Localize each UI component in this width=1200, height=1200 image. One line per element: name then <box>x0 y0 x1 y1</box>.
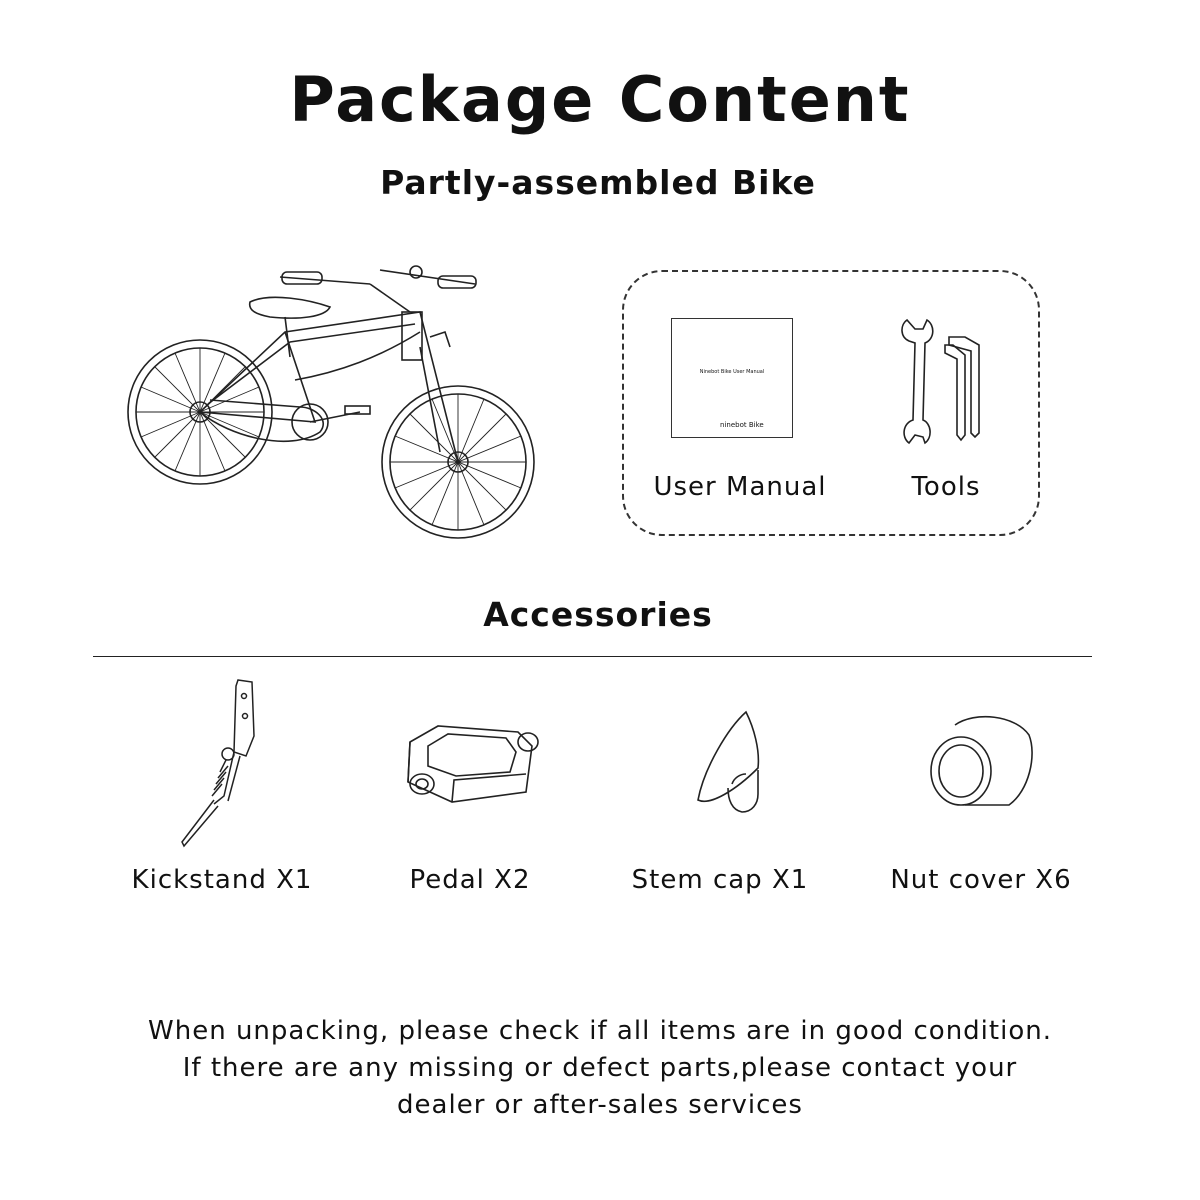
accessory-label-kickstand: Kickstand X1 <box>131 865 313 895</box>
tools-label: Tools <box>911 472 981 502</box>
kickstand-icon <box>168 676 268 852</box>
stem-cap-icon <box>688 708 788 818</box>
manual-cover-brand: ninebot Bike <box>720 421 764 429</box>
page-subtitle: Partly-assembled Bike <box>380 163 816 202</box>
manual-cover-title: Ninebot Bike User Manual <box>699 369 765 375</box>
pedal-icon <box>398 712 548 812</box>
section-divider <box>93 656 1092 657</box>
accessory-label-nut-cover: Nut cover X6 <box>890 865 1072 895</box>
accessories-heading: Accessories <box>483 595 713 634</box>
tools-icon <box>895 315 995 445</box>
footer-note-line: When unpacking, please check if all items are in good condition. <box>148 1016 1052 1046</box>
user-manual-cover <box>671 318 793 438</box>
footer-note-line: dealer or after-sales services <box>397 1090 803 1120</box>
nut-cover-icon <box>925 705 1037 817</box>
bike-illustration <box>120 262 540 547</box>
page-title: Package Content <box>289 63 911 136</box>
accessory-label-pedal: Pedal X2 <box>409 865 531 895</box>
footer-note-line: If there are any missing or defect parts,please contact your <box>182 1053 1018 1083</box>
accessory-label-stem-cap: Stem cap X1 <box>631 865 809 895</box>
user-manual-label: User Manual <box>653 472 827 502</box>
